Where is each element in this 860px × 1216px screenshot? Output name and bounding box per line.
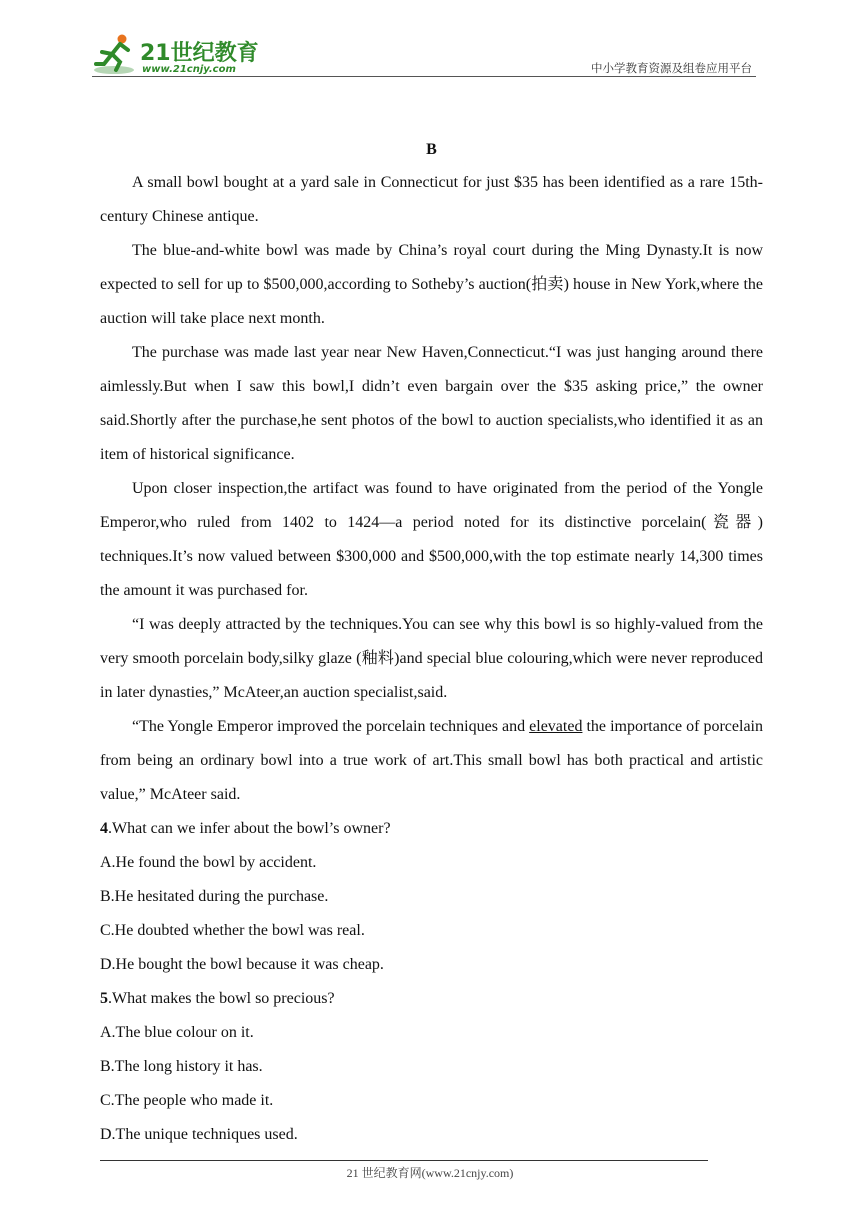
- passage-paragraph-3: The purchase was made last year near New Haven,Connecticut.“I was just hanging around there aimlessly.But when I saw this bowl,I didn’t even bargain over the $35 asking price,” the owner said.Shortly after the purchase,he sent photos of the bowl to auction specialists,who identified it as an item of historical significance.: [100, 344, 763, 463]
- question-5-option-d: D.The unique techniques used.: [100, 1126, 298, 1143]
- passage-paragraph-5: “I was deeply attracted by the techniques.You can see why this bowl is so highly-valued from the very smooth porcelain body,silky glaze (釉料)and special blue colouring,which were never reproduced in later dynasties,” McAteer,an auction specialist,said.: [100, 616, 763, 701]
- question-4-option-d: D.He bought the bowl because it was cheap.: [100, 956, 384, 973]
- passage-paragraph-2: The blue-and-white bowl was made by China’s royal court during the Ming Dynasty.It is now expected to sell for up to $500,000,according to Sotheby’s auction(拍卖) house in New York,where the auction will take place next month.: [100, 242, 763, 327]
- question-5-number: 5: [100, 990, 108, 1007]
- passage-paragraph-1: A small bowl bought at a yard sale in Connecticut for just $35 has been identified as a rare 15th-century Chinese antique.: [100, 174, 763, 225]
- passage-paragraph-4: Upon closer inspection,the artifact was found to have originated from the period of the Yongle Emperor,who ruled from 1402 to 1424—a period noted for its distinctive porcelain(瓷器) techniques.It’s now valued between $300,000 and $500,000,with the top estimate nearly 14,300 times the amount it was purchased for.: [100, 480, 763, 599]
- p6-text-before: “The Yongle Emperor improved the porcelain techniques and: [132, 718, 530, 735]
- underlined-word: elevated: [529, 718, 583, 735]
- page-header: [92, 28, 760, 78]
- question-4-option-c: C.He doubted whether the bowl was real.: [100, 922, 365, 939]
- question-5-option-b: B.The long history it has.: [100, 1058, 263, 1075]
- section-label: B: [426, 141, 437, 158]
- question-5-option-c: C.The people who made it.: [100, 1092, 274, 1109]
- document-body: [100, 134, 763, 1152]
- logo-url-text: www.21cnjy.com: [142, 64, 236, 75]
- p6-text-after: the importance of porcelain from being an ordinary bowl into a true work of art.This small bowl has both practical and artistic value,” McAteer said.: [100, 718, 763, 803]
- runner-logo-icon: [92, 32, 140, 76]
- header-platform-text: 中小学教育资源及组卷应用平台: [591, 61, 752, 75]
- passage-paragraph-6: [100, 710, 763, 812]
- footer-divider: [100, 1160, 708, 1161]
- question-4-option-b: B.He hesitated during the purchase.: [100, 888, 329, 905]
- question-4-option-a: A.He found the bowl by accident.: [100, 854, 317, 871]
- question-4-stem: [100, 812, 763, 846]
- question-4-number: 4: [100, 820, 108, 837]
- question-5-stem: [100, 982, 763, 1016]
- page-footer[interactable]: 21 世纪教育网(www.21cnjy.com): [346, 1166, 514, 1180]
- question-5-option-a: A.The blue colour on it.: [100, 1024, 254, 1041]
- question-4-text: .What can we infer about the bowl’s owner?: [108, 820, 391, 837]
- question-5-text: .What makes the bowl so precious?: [108, 990, 335, 1007]
- header-divider: [92, 76, 756, 77]
- site-logo[interactable]: [92, 32, 262, 76]
- logo-brand-text: 21世纪教育: [140, 41, 259, 66]
